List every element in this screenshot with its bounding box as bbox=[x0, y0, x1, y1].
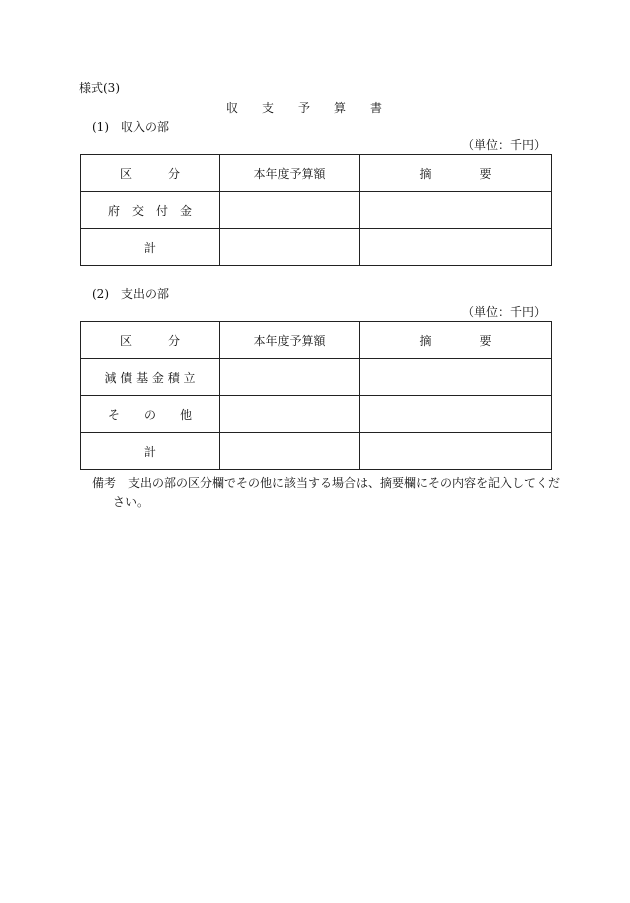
row-remarks-cell[interactable] bbox=[360, 192, 552, 229]
table-row bbox=[81, 192, 552, 229]
table-header-row bbox=[81, 322, 552, 359]
row-amount-cell[interactable] bbox=[220, 433, 360, 470]
remarks-note: 備考 支出の部の区分欄でその他に該当する場合は、摘要欄にその内容を記入してくだ bbox=[92, 476, 561, 490]
row-remarks-cell[interactable] bbox=[360, 229, 552, 266]
row-amount-cell[interactable] bbox=[220, 192, 360, 229]
table-header-row bbox=[81, 155, 552, 192]
row-remarks-cell[interactable] bbox=[360, 359, 552, 396]
header-category: 区 分 bbox=[81, 155, 220, 192]
row-remarks-cell[interactable] bbox=[360, 433, 552, 470]
header-remarks: 摘 要 bbox=[360, 322, 552, 359]
income-unit-label: （単位：千円） bbox=[461, 138, 546, 152]
table-row bbox=[81, 229, 552, 266]
row-category: 府 交 付 金 bbox=[81, 192, 220, 229]
row-category: 減 債 基 金 積 立 bbox=[81, 359, 220, 396]
row-category: 計 bbox=[81, 433, 220, 470]
income-section-heading: (1) 収入の部 bbox=[92, 120, 169, 134]
header-amount: 本年度予算額 bbox=[220, 155, 360, 192]
row-amount-cell[interactable] bbox=[220, 359, 360, 396]
row-amount-cell[interactable] bbox=[220, 396, 360, 433]
expenditure-section-heading: (2) 支出の部 bbox=[92, 287, 169, 301]
document-title: 収 支 予 算 書 bbox=[226, 101, 383, 115]
expenditure-unit-label: （単位：千円） bbox=[461, 305, 546, 319]
table-row bbox=[81, 433, 552, 470]
row-remarks-cell[interactable] bbox=[360, 396, 552, 433]
header-remarks: 摘 要 bbox=[360, 155, 552, 192]
table-row bbox=[81, 396, 552, 433]
row-amount-cell[interactable] bbox=[220, 229, 360, 266]
expenditure-table bbox=[80, 321, 552, 470]
header-category: 区 分 bbox=[81, 322, 220, 359]
header-amount: 本年度予算額 bbox=[220, 322, 360, 359]
income-table bbox=[80, 154, 552, 266]
row-category: そ の 他 bbox=[81, 396, 220, 433]
remarks-note-continuation: さい。 bbox=[113, 495, 150, 509]
form-number-label: 様式(3) bbox=[79, 81, 120, 95]
row-category: 計 bbox=[81, 229, 220, 266]
table-row bbox=[81, 359, 552, 396]
